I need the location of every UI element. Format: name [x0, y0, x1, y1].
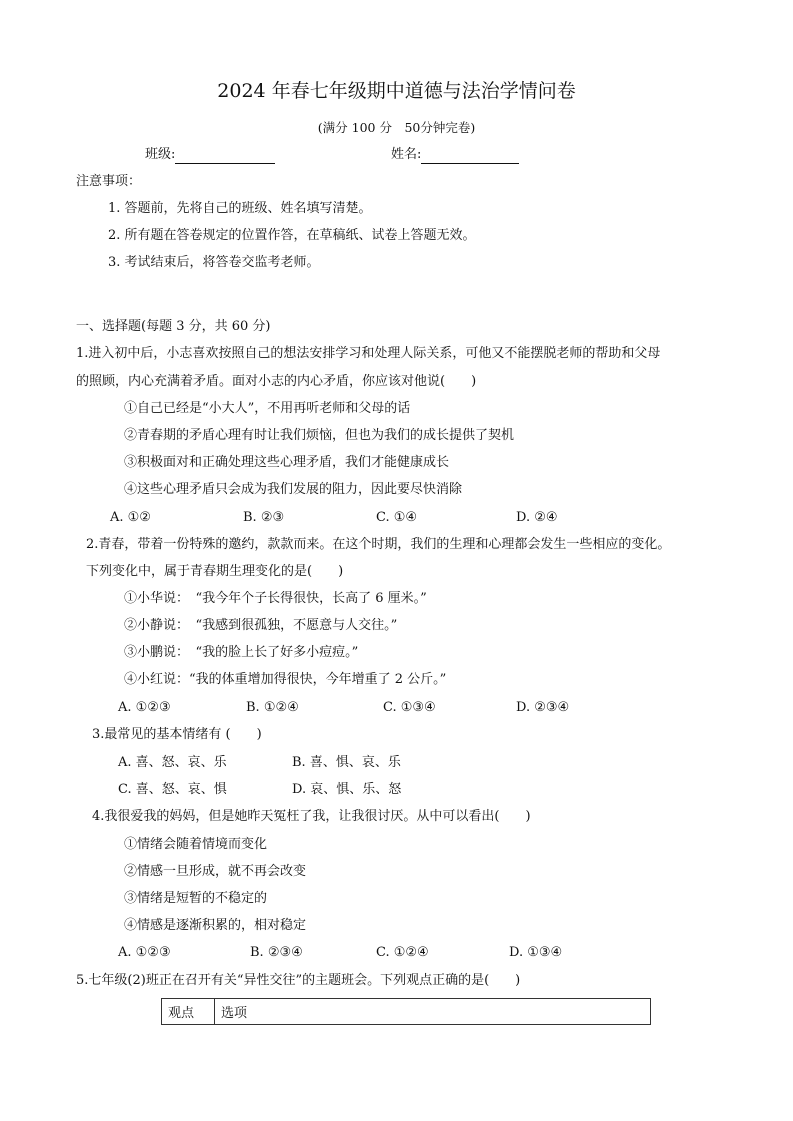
- page-title: 2024 年春七年级期中道德与法治学情问卷: [217, 80, 576, 102]
- question-1-option-a: A. ①②: [110, 510, 151, 525]
- question-2-option-d: D. ②③④: [516, 700, 570, 715]
- table-header-option: 选项: [215, 999, 651, 1025]
- question-4-item: ③情绪是短暂的不稳定的: [124, 891, 268, 906]
- question-2-item: ②小静说： “我感到很孤独，不愿意与人交往。”: [124, 618, 398, 633]
- question-2-item: ④小红说：“我的体重增加得很快，今年增重了 2 公斤。”: [124, 672, 447, 687]
- question-4-option-a: A. ①②③: [118, 945, 171, 960]
- question-1-item: ③积极面对和正确处理这些心理矛盾，我们才能健康成长: [124, 455, 450, 470]
- notice-heading: 注意事项：: [76, 174, 142, 189]
- question-1-stem-cont: 的照顾，内心充满着矛盾。面对小志的内心矛盾，你应该对他说( ): [76, 374, 477, 389]
- table-header-viewpoint: 观点: [162, 999, 215, 1025]
- class-label: 班级:: [145, 147, 176, 162]
- name-label: 姓名:: [391, 147, 422, 162]
- name-blank: [421, 149, 519, 164]
- question-4-option-b: B. ②③④: [250, 945, 303, 960]
- question-4-item: ①情绪会随着情境而变化: [124, 837, 268, 852]
- question-1-stem: 1.进入初中后，小志喜欢按照自己的想法安排学习和处理人际关系，可他又不能摆脱老师的帮助和父母: [76, 346, 661, 361]
- class-blank: [175, 149, 275, 164]
- question-4-option-c: C. ①②④: [376, 945, 429, 960]
- question-3-option-b: B. 喜、惧、哀、乐: [292, 755, 401, 770]
- question-2-option-a: A. ①②③: [118, 700, 171, 715]
- section-heading: 一、选择题(每题 3 分，共 60 分): [76, 319, 271, 334]
- table-header-row: [162, 999, 651, 1025]
- question-4-item: ②情感一旦形成，就不再会改变: [124, 864, 307, 879]
- question-2-item: ③小鹏说： “我的脸上长了好多小痘痘。”: [124, 645, 359, 660]
- question-3-option-a: A. 喜、怒、哀、乐: [118, 755, 227, 770]
- question-3-option-d: D. 哀、惧、乐、怒: [292, 782, 402, 797]
- question-1-option-b: B. ②③: [243, 510, 285, 525]
- question-1-option-d: D. ②④: [516, 510, 558, 525]
- question-5-stem: 5.七年级(2)班正在召开有关“异性交往”的主题班会。下列观点正确的是( ): [76, 973, 521, 988]
- question-2-option-c: C. ①③④: [383, 700, 436, 715]
- question-2-stem-cont: 下列变化中，属于青春期生理变化的是( ): [86, 564, 344, 579]
- notice-item: 3. 考试结束后，将答卷交监考老师。: [108, 255, 320, 270]
- question-3-stem: 3.最常见的基本情绪有 ( ): [92, 727, 262, 742]
- question-4-stem: 4.我很爱我的妈妈，但是她昨天冤枉了我，让我很讨厌。从中可以看出( ): [92, 809, 531, 824]
- question-2-stem: 2.青春，带着一份特殊的邀约，款款而来。在这个时期，我们的生理和心理都会发生一些相应的变化。: [86, 537, 671, 552]
- question-2-option-b: B. ①②④: [246, 700, 299, 715]
- question-1-item: ④这些心理矛盾只会成为我们发展的阻力，因此要尽快消除: [124, 482, 463, 497]
- class-field: [145, 146, 275, 164]
- question-5-table: [161, 998, 651, 1025]
- notice-item: 2. 所有题在答卷规定的位置作答，在草稿纸、试卷上答题无效。: [108, 228, 476, 243]
- question-3-option-c: C. 喜、怒、哀、惧: [118, 782, 227, 797]
- question-4-option-d: D. ①③④: [509, 945, 563, 960]
- score-time-note: (满分 100 分 50分钟完卷): [317, 120, 476, 135]
- name-field: [391, 146, 519, 164]
- question-2-item: ①小华说： “我今年个子长得很快，长高了 6 厘米。”: [124, 591, 427, 606]
- question-1-item: ①自己已经是“小大人”，不用再听老师和父母的话: [124, 401, 411, 416]
- notice-item: 1. 答题前，先将自己的班级、姓名填写清楚。: [108, 201, 372, 216]
- question-1-item: ②青春期的矛盾心理有时让我们烦恼，但也为我们的成长提供了契机: [124, 428, 515, 443]
- question-1-option-c: C. ①④: [376, 510, 418, 525]
- question-4-item: ④情感是逐渐积累的，相对稳定: [124, 918, 307, 933]
